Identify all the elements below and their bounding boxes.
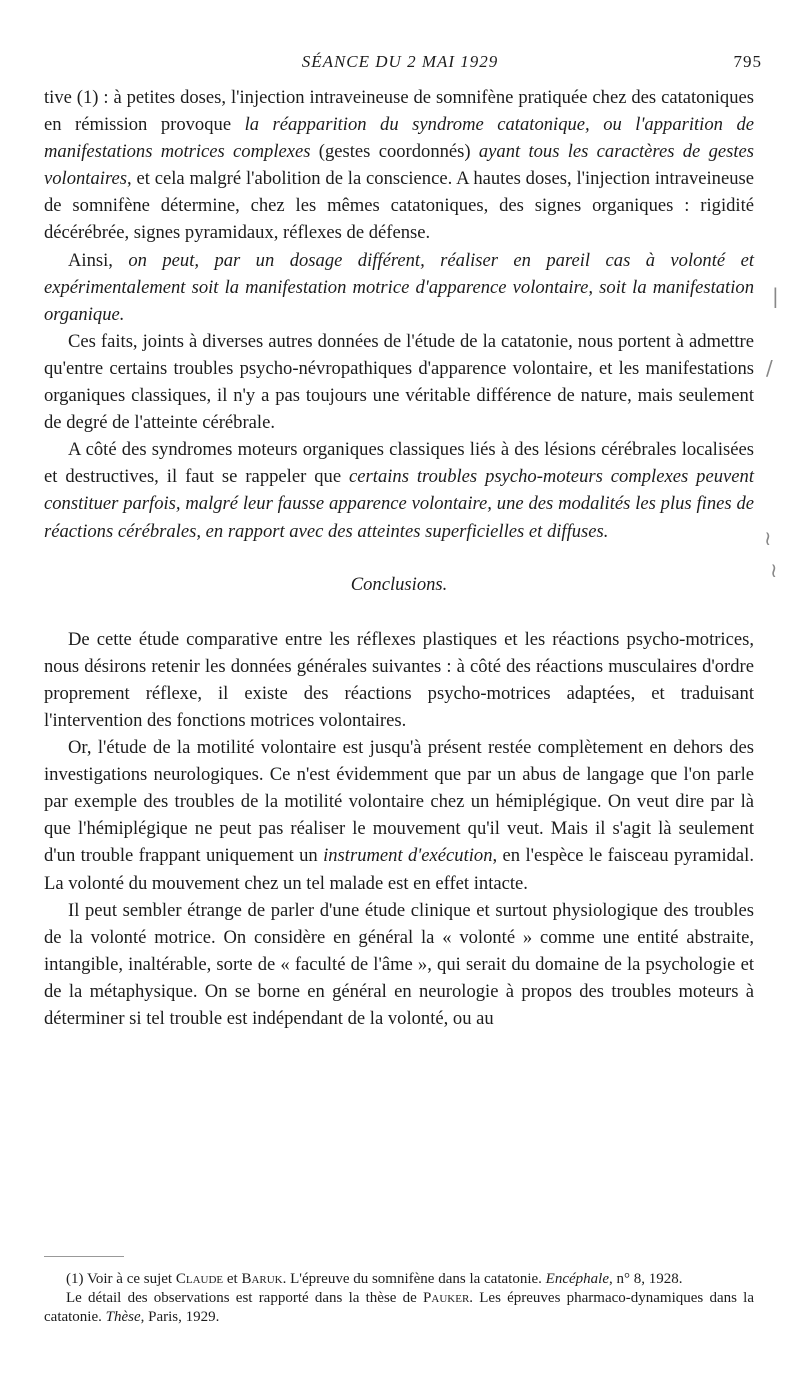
fn1-journal: Encéphale xyxy=(545,1271,609,1287)
fn1-text-mid: et xyxy=(223,1271,242,1287)
page-number: 795 xyxy=(733,52,762,71)
fn2-text-c: , Paris, 1929. xyxy=(140,1309,220,1325)
fn1-author-a: Claude xyxy=(175,1271,224,1287)
paragraph-1 xyxy=(44,84,754,247)
p2-text: Ainsi, xyxy=(68,249,129,271)
p1-emphasis-a: la réapparition du syndrome catatonique, ou l'apparition de manifestations motrices complexes xyxy=(44,114,754,163)
fn2-text-a: Le détail des observations est rapporté dans la thèse de xyxy=(66,1290,424,1306)
p6-emphasis: instrument d'exécution xyxy=(323,845,493,867)
p6-text-b: , en l'espèce le faisceau pyramidal. La volonté du mouvement chez un tel malade est en effet intacte. xyxy=(44,845,754,894)
fn2-author: Pauker xyxy=(423,1290,470,1306)
section-heading: Conclusions. xyxy=(350,573,448,595)
p6-text-a: Or, l'étude de la motilité volontaire est jusqu'à présent restée complètement en dehors des investigations neurologiques. Ce n'est évidemment que par un abus de langage que l'on parle par exemple des troubles de la motilité volontaire chez un hémiplégique. On veut dire par là que l'hémiplégique ne peut pas réaliser le mouvement qu'il veut. Mais il s'agit là seulement d'un trouble frappant uniquement un xyxy=(44,737,754,867)
p1-text-b: (gestes coordonnés) xyxy=(310,141,479,163)
p1-emphasis-b: ayant tous les caractères de gestes volontaires xyxy=(44,141,755,190)
paragraph-6 xyxy=(44,734,754,897)
paragraph-4 xyxy=(44,436,754,544)
fn1-text-b: . L'épreuve du somnifène dans la catatonie. xyxy=(282,1271,546,1287)
fn2-text-b: . Les épreuves pharmaco-dynamiques dans la catatonie. xyxy=(44,1290,755,1325)
p2-emphasis: on peut, par un dosage différent, réaliser en pareil cas à volonté et expérimentalement soit la manifestation motrice d'apparence volontaire, soit la manifestation organique. xyxy=(44,249,754,325)
margin-pencil-mark: ≀ xyxy=(770,558,778,582)
p1-text-c: , et cela malgré l'abolition de la conscience. A hautes doses, l'injection intraveineuse de somnifène détermine, chez les mêmes catatoniques, des signes organiques : rigidité décérébrée, signes pyramidaux, réflexes de défense. xyxy=(44,168,754,244)
fn1-author-b: Baruk xyxy=(241,1271,283,1287)
running-title: SÉANCE DU 2 MAI 1929 xyxy=(301,52,499,71)
p4-emphasis: certains troubles psycho-moteurs complexes peuvent constituer parfois, malgré leur fausse apparence volontaire, une des modalités les plus fines de réactions cérébrales, en rapport avec des atteintes superficielles et diffuses. xyxy=(44,466,754,542)
footnotes xyxy=(44,1270,754,1327)
footnote-2 xyxy=(44,1289,754,1327)
margin-pencil-mark: ≀ xyxy=(764,526,772,550)
p4-text: A côté des syndromes moteurs organiques classiques liés à des lésions cérébrales localisées et destructives, il faut se rappeler que xyxy=(44,439,754,488)
paragraph-3: Ces faits, joints à diverses autres données de l'étude de la catatonie, nous portent à admettre qu'entre certains troubles psycho-névropathiques d'apparence volontaire, et les manifestations organiques classiques, il n'y a pas toujours une véritable différence de nature, mais seulement de degré de l'atteinte cérébrale. xyxy=(44,330,754,434)
paragraph-2 xyxy=(44,247,754,328)
fn1-text-a: (1) Voir à ce sujet xyxy=(66,1271,176,1287)
p1-text-a: tive (1) : à petites doses, l'injection intraveineuse de somnifène pratiquée chez des catatoniques en rémission provoque xyxy=(44,87,754,136)
body-text xyxy=(44,84,754,1032)
fn2-these: Thèse xyxy=(105,1309,141,1325)
paragraph-5: De cette étude comparative entre les réflexes plastiques et les réactions psycho-motrices, nous désirons retenir les données générales suivantes : à côté des réactions musculaires d'ordre proprement réflexe, il existe des réactions psycho-motrices adaptées, et traduisant l'intervention des fonctions motrices volontaires. xyxy=(44,628,754,731)
margin-pencil-mark: / xyxy=(766,356,773,380)
fn1-text-c: , n° 8, 1928. xyxy=(608,1271,683,1287)
margin-pencil-mark: | xyxy=(772,284,779,308)
paragraph-7: Il peut sembler étrange de parler d'une étude clinique et surtout physiologique des troubles de la volonté motrice. On considère en général la « volonté » comme une entité abstraite, intangible, inaltérable, sorte de « faculté de l'âme », qui serait du domaine de la psychologie et de la métaphysique. On se borne en général en neurologie à propos des troubles moteurs à déterminer si tel trouble est indépendant de la volonté, ou au xyxy=(44,899,754,1029)
footnote-rule xyxy=(44,1256,124,1257)
footnote-1 xyxy=(44,1270,754,1289)
page-header xyxy=(0,52,800,76)
